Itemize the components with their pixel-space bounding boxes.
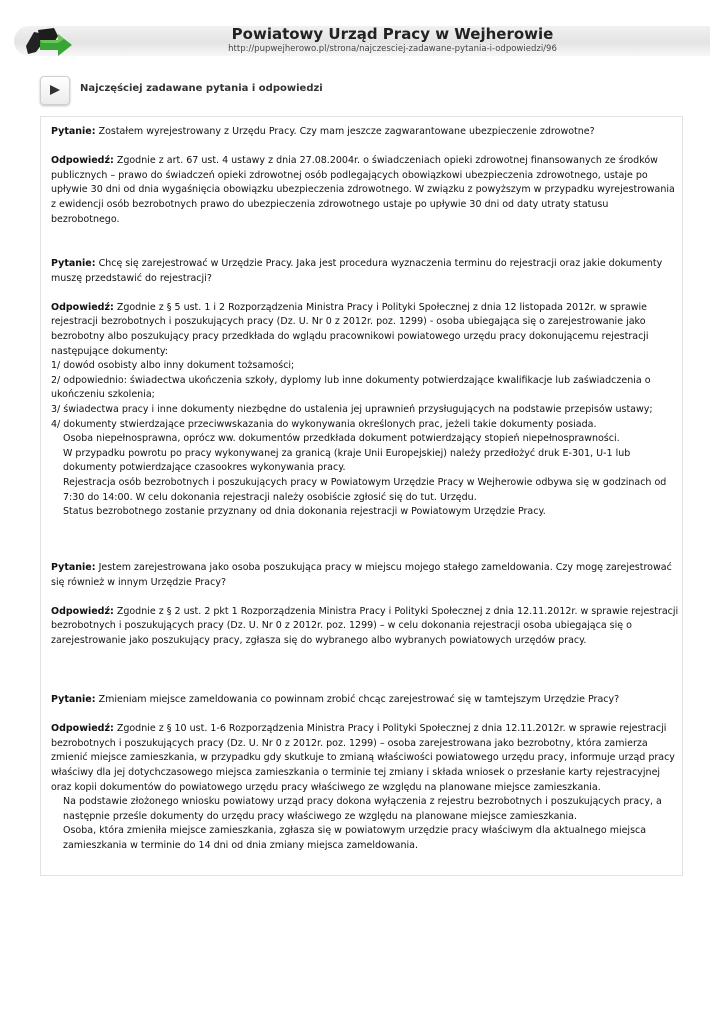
question	[51, 693, 679, 708]
answer-text: Zgodnie z § 2 ust. 2 pkt 1 Rozporządzenia Ministra Pracy i Polityki Społecznej z dnia 12.11.2012r. w sprawie rejestracji bezrobotnych i poszukujących pracy (Dz. U. Nr 0 z 2012r. poz. 1299) – w celu dokonania rejestracji osoba ubiegająca się o zarejestrowanie jako poszukujący pracy, zgłasza się do wybranego albo wybranych powiatowych urzędów pracy.	[51, 605, 679, 646]
question	[51, 257, 679, 286]
answer-text: Zgodnie z art. 67 ust. 4 ustawy z dnia 27.08.2004r. o świadczeniach opieki zdrowotnej finansowanych ze środków publicznych – prawo do świadczeń opieki zdrowotnej osób podlegających obowiązkowi ubezpieczenia zdrowotnego, ustaje po upływie 30 dni od dnia wygaśnięcia obowiązku ubezpieczenia zdrowotnego. W związku z powyższym w przypadku wyrejestrowania z ewidencji osób bezrobotnych prawo do ubezpieczenia zdrowotnego ustaje po upływie 30 dni od daty utraty statusu bezrobotnego.	[51, 155, 675, 225]
section-title: Najczęściej zadawane pytania i odpowiedzi	[80, 83, 323, 94]
faq-item	[51, 125, 679, 227]
answer	[51, 605, 679, 649]
answer-paragraph: Osoba niepełnosprawna, oprócz ww. dokumentów przedkłada dokument potwierdzający stopień niepełnosprawności.	[63, 433, 620, 445]
answer-label: Odpowiedź:	[51, 723, 114, 735]
answer-label: Odpowiedź:	[51, 301, 114, 313]
section-heading	[40, 76, 700, 104]
answer-label: Odpowiedź:	[51, 605, 114, 617]
question-text: Chcę się zarejestrować w Urzędzie Pracy. Jaka jest procedura wyznaczenia terminu do rejestracji oraz jakie dokumenty muszę przedstawić do rejestracji?	[51, 258, 663, 284]
list-item: 3/ świadectwa pracy i inne dokumenty niezbędne do ustalenia jej uprawnień przysługujących na podstawie przepisów ustawy;	[51, 403, 653, 415]
answer	[51, 154, 679, 227]
question-label: Pytanie:	[51, 562, 96, 573]
answer-paragraph: Osoba, która zmieniła miejsce zamieszkania, zgłasza się w powiatowym urzędzie pracy właściwym dla aktualnego miejsca zamieszkania w terminie do 14 dni od dnia zmiany miejsca zameldowania.	[63, 825, 647, 851]
question-label: Pytanie:	[51, 126, 96, 137]
answer	[51, 722, 679, 795]
answer-paragraph: Rejestracja osób bezrobotnych i poszukujących pracy w Powiatowym Urzędzie Pracy w Wejherowie odbywa się w godzinach od 7:30 do 14:00. W celu dokonania rejestracji należy osobiście zgłosić się do tut. Urzędu.	[63, 476, 667, 503]
faq-content	[40, 116, 683, 876]
faq-item	[51, 693, 679, 854]
question	[51, 561, 679, 590]
question-label: Pytanie:	[51, 694, 96, 705]
question-text: Jestem zarejestrowana jako osoba poszukująca pracy w miejscu mojego stałego zameldowania. Czy mogę zarejestrować się również w innym Urzędzie Pracy?	[51, 562, 672, 588]
question-text: Zostałem wyrejestrowany z Urzędu Pracy. Czy mam jeszcze zagwarantowane ubezpieczenie zdrowotne?	[95, 126, 595, 137]
list-item: 4/ dokumenty stwierdzające przeciwwskazania do wykonywania określonych prac, jeżeli takie dokumenty posiada.	[51, 418, 597, 430]
answer-text: Zgodnie z § 10 ust. 1-6 Rozporządzenia Ministra Pracy i Polityki Społecznej z dnia 12.11.2012r. w sprawie rejestracji bezrobotnych i poszukujących pracy (Dz. U. Nr 0 z 2012r. poz. 1299) – osoba zarejestrowana jako bezrobotny, która zamierza zmienić miejsce zamieszkania, w przypadku gdy skutkuje to zmianą właściwości powiatowego urzędu pracy, informuje urząd pracy właściwy dla jej dotychczasowego miejsca zamieszkania o terminie tej zmiany i składa wniosek o przesłanie karty rejestracyjnej oraz kopii dokumentów do powiatowego urzędu pracy właściwego ze względu na planowane miejsce zamieszkania.	[51, 723, 675, 793]
page-url: http://pupwejherowo.pl/strona/najczesciej-zadawane-pytania-i-odpowiedzi/96	[228, 44, 557, 54]
list-item: 2/ odpowiednio: świadectwa ukończenia szkoły, dyplomy lub inne dokumenty potwierdzające kwalifikacje lub zaświadczenia o ukończeniu szkolenia;	[51, 374, 651, 401]
logo-icon	[24, 22, 74, 62]
site-title: Powiatowy Urząd Pracy w Wejherowie	[231, 25, 554, 43]
faq-item	[51, 561, 679, 649]
back-button[interactable]	[40, 76, 70, 105]
play-arrow-icon	[49, 84, 61, 96]
faq-item	[51, 257, 679, 520]
answer-text: Zgodnie z § 5 ust. 1 i 2 Rozporządzenia Ministra Pracy i Polityki Społecznej z dnia 12 listopada 2012r. w sprawie rejestracji bezrobotnych i poszukujących pracy (Dz. U. Nr 0 z 2012r. poz. 1299) - osoba ubiegająca się o zarejestrowanie jako bezrobotny albo poszukujący pracy przedkłada do wglądu pracownikowi powiatowego urzędu pracy dokonującemu rejestracji następujące dokumenty:	[51, 301, 649, 357]
answer	[51, 301, 679, 359]
answer-label: Odpowiedź:	[51, 155, 114, 167]
answer-paragraph: Na podstawie złożonego wniosku powiatowy urząd pracy dokona wyłączenia z rejestru bezrobotnych i poszukujących pracy, a następnie prześle dokumenty do urzędu pracy właściwego ze względu na planowane miejsce zamieszkania.	[63, 796, 662, 822]
page-header	[0, 16, 725, 64]
answer-paragraph: Status bezrobotnego zostanie przyznany od dnia dokonania rejestracji w Powiatowym Urzędzie Pracy.	[63, 506, 546, 518]
question-label: Pytanie:	[51, 258, 96, 269]
question-text: Zmieniam miejsce zameldowania co powinnam zrobić chcąc zarejestrować się w tamtejszym Urzędzie Pracy?	[95, 694, 620, 705]
answer-paragraph: W przypadku powrotu po pracy wykonywanej za granicą (kraje Unii Europejskiej) należy przedłożyć druk E-301, U-1 lub dokumenty potwierdzające czasookres wykonywania pracy.	[63, 447, 631, 474]
list-item: 1/ dowód osobisty albo inny dokument tożsamości;	[51, 360, 295, 372]
question	[51, 125, 679, 140]
